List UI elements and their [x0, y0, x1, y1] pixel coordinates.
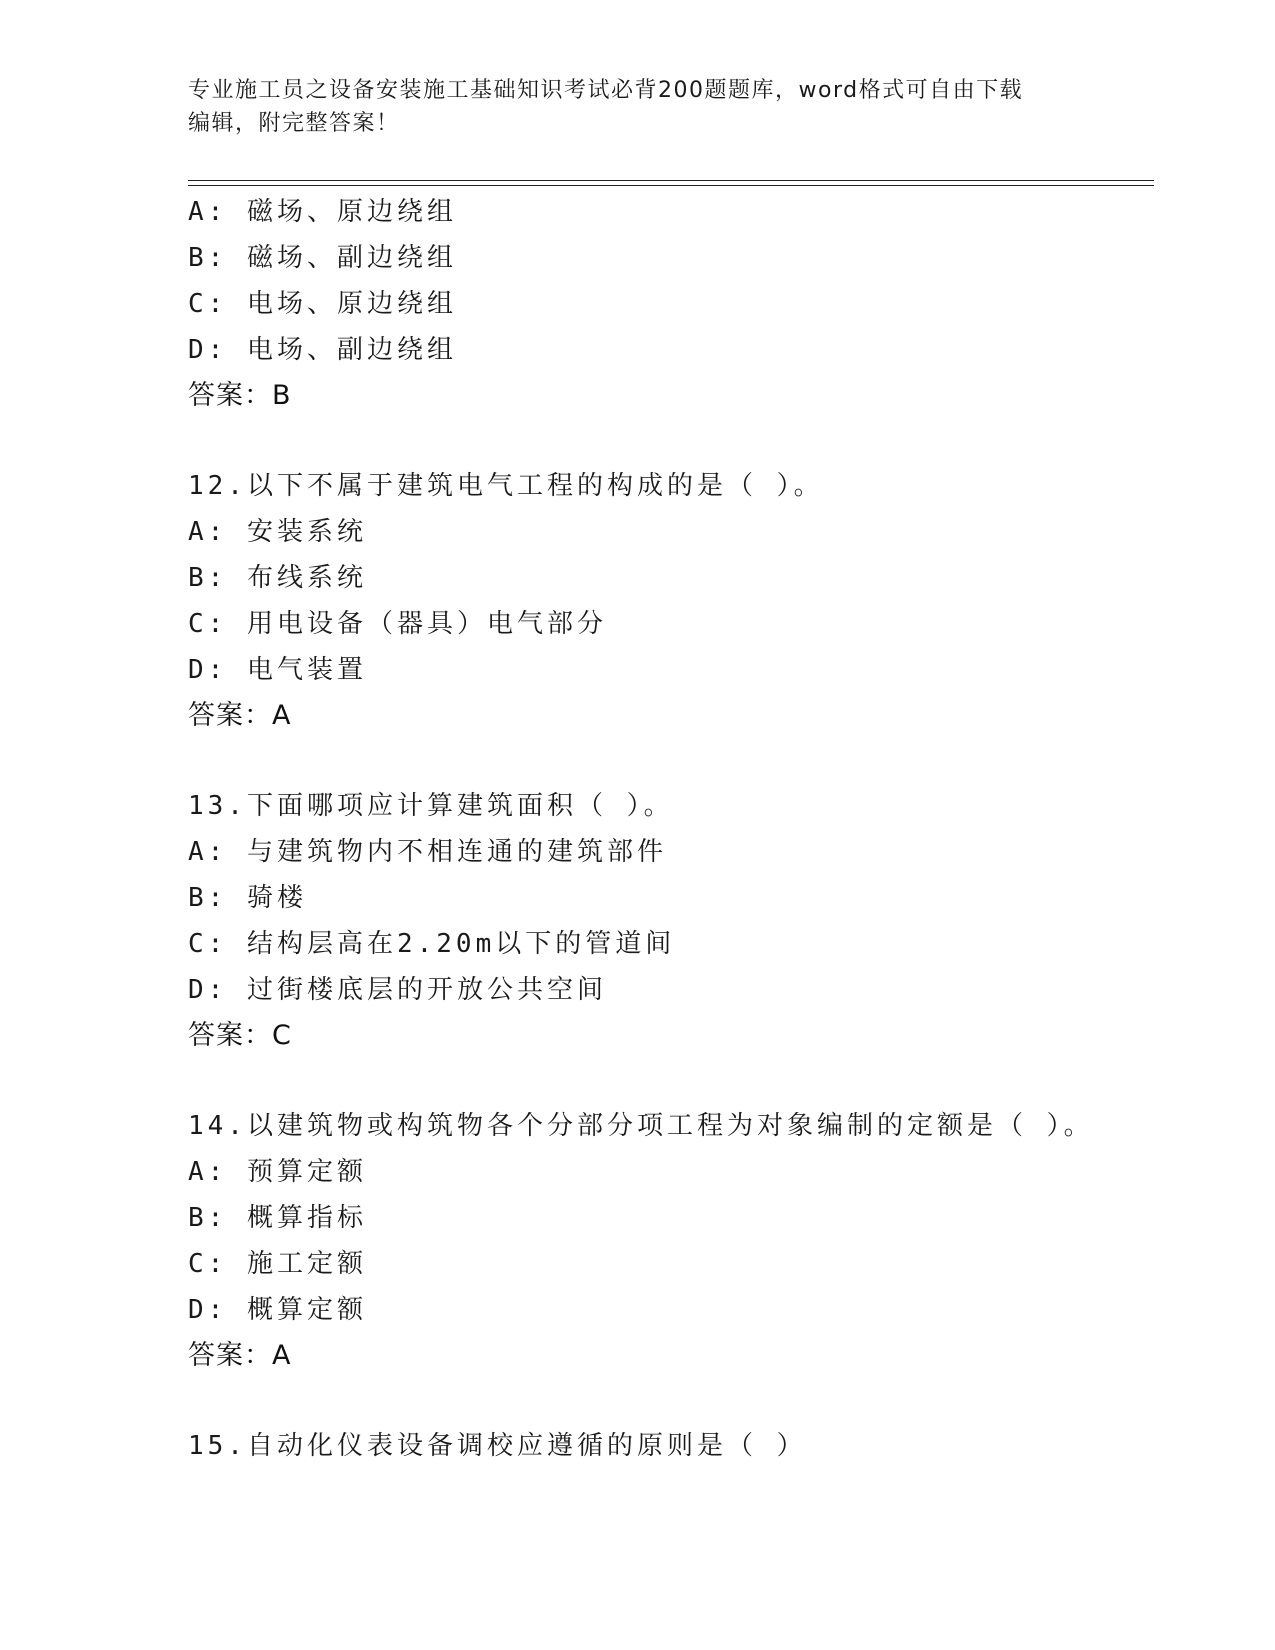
option-c: C: 用电设备（器具）电气部分: [188, 609, 607, 639]
option-b: B: 概算指标: [188, 1203, 367, 1233]
header-line-2: 编辑，附完整答案！: [188, 111, 400, 136]
header-divider-top: [188, 180, 1154, 181]
question-text: 15.自动化仪表设备调校应遵循的原则是（ ）: [188, 1431, 807, 1461]
document-header: [188, 74, 1088, 140]
option-c: C: 结构层高在2.20m以下的管道间: [188, 929, 676, 959]
answer-line: 答案：B: [188, 380, 292, 411]
header-divider-bottom: [188, 185, 1154, 186]
option-c: C: 施工定额: [188, 1249, 367, 1279]
option-d: D: 过街楼底层的开放公共空间: [188, 975, 607, 1005]
answer-line: 答案：C: [188, 1020, 292, 1051]
option-d: D: 电气装置: [188, 655, 367, 685]
question-list: [188, 189, 1154, 1469]
answer-line: 答案：A: [188, 1340, 292, 1371]
option-a: A: 磁场、原边绕组: [188, 197, 457, 227]
option-a: A: 安装系统: [188, 517, 367, 547]
answer-line: 答案：A: [188, 700, 292, 731]
question-block-15: [188, 1423, 1154, 1469]
option-a: A: 预算定额: [188, 1157, 367, 1187]
question-block-12: [188, 463, 1154, 739]
question-text: 14.以建筑物或构筑物各个分部分项工程为对象编制的定额是（ ）。: [188, 1111, 1094, 1141]
option-d: D: 概算定额: [188, 1295, 367, 1325]
question-block-14: [188, 1103, 1154, 1379]
option-a: A: 与建筑物内不相连通的建筑部件: [188, 837, 667, 867]
question-block-11: [188, 189, 1154, 419]
question-text: 13.下面哪项应计算建筑面积（ ）。: [188, 791, 674, 821]
option-c: C: 电场、原边绕组: [188, 289, 457, 319]
question-block-13: [188, 783, 1154, 1059]
question-text: 12.以下不属于建筑电气工程的构成的是（ ）。: [188, 471, 824, 501]
option-b: B: 布线系统: [188, 563, 367, 593]
option-b: B: 骑楼: [188, 883, 307, 913]
header-line-1: 专业施工员之设备安装施工基础知识考试必背200题题库，word格式可自由下载: [188, 78, 1024, 103]
option-b: B: 磁场、副边绕组: [188, 243, 457, 273]
option-d: D: 电场、副边绕组: [188, 335, 457, 365]
